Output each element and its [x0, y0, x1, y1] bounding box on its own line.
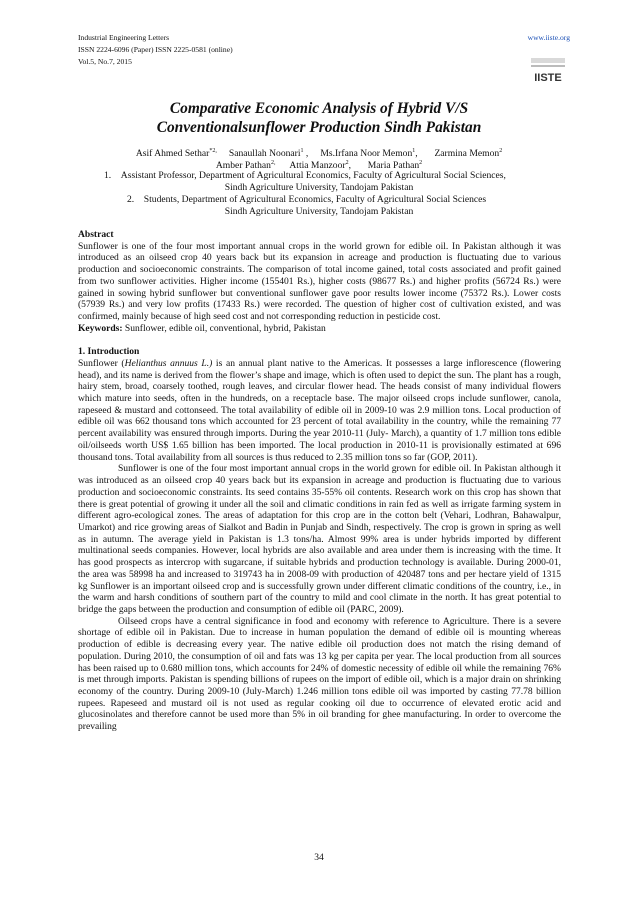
- logo-text: IISTE: [534, 72, 562, 84]
- keywords-text: Sunflower, edible oil, conventional, hybrid, Pakistan: [122, 322, 326, 334]
- journal-url-link[interactable]: www.iiste.org: [527, 33, 570, 42]
- author-sup: 1: [300, 148, 304, 154]
- affiliation-1-line-1: [104, 170, 506, 182]
- main-body: [78, 229, 561, 733]
- journal-volume: Vol.5, No.7, 2015: [78, 57, 132, 66]
- affiliation-number: 1.: [104, 170, 112, 181]
- affiliation-1-line-2: Sindh Agriculture University, Tandojam Pakistan: [224, 182, 414, 193]
- author-sup: 2: [499, 148, 503, 154]
- section-gap: [78, 334, 561, 346]
- abstract-text: Sunflower is one of the four most important annual crops in the world grown for edible oil. In Pakistan although it was introduced as an oilseed crop 40 years back but its expansion in acreage and production is fluctuating due to various production and socioeconomic constraints. The comparison of total income gained, total costs associated and profit gained from two sunflower activities. Higher income (155401 Rs.), higher costs (98677 Rs.) and higher profits (56724 Rs.) were gained in sowing hybrid sunflower but conventional sunflower gave poor results lower income (75372 Rs.). Lower costs (57939 Rs.) and very low profits (17433 Rs.) were recorded. The question of higher cost of cultivation existed, and was confirmed, mainly because of high seed cost and not corresponding reduction in pesticide cost.: [78, 240, 561, 323]
- introduction-paragraph-2: Sunflower is one of the four most important annual crops in the world grown for edible oil. In Pakistan although it was introduced as an oilseed crop 40 years back but its expansion in acreage and production is fluctuating due to various production and socioeconomic constraints. Its seed contains 35-55% oil contents. Research work on this crop has shown that there is great potential of growing it under all the soil and climatic conditions in rain fed as well as irrigate farming system in different agro-ecological zones. The areas of adaptation for this crop are in the cotton belt (Vehari, Lodhran, Bahawalpur, Umarkot) and rice growing areas of Sialkot and Badin in Punjab and Sindh, respectively. The crop is grown in spring as well as in autumn. The average yield in Pakistan is 1.3 tons/ha. Almost 99% area is under hybrids imported by different multinational seeds companies. However, local hybrids are also available and area under them is increasing with the time. It has good prospects as intercrop with sugarcane, if suitable hybrids and production technology is available. During 2000-01, the area was 58998 ha and increased to 319743 ha in 2008-09 with production of 420487 tons and per hectare yield of 1315 kg Sunflower is an important oilseed crop and is successfully grown under different climatic conditions of the country, i.e., in the warm and harsh conditions of southern part of the country to mild and cool climate in the north. It has great potential to bridge the gaps between the production and consumption of edible oil (PARC, 2009).: [78, 463, 561, 615]
- author-sup: 2: [419, 160, 423, 166]
- introduction-paragraph-3: Oilseed crops have a central significance in food and economy with reference to Agriculture. There is a severe shortage of edible oil in Pakistan. Due to increase in human population the demand of edible oil is mounting whereas production of edible is decreasing every year. The native edible oil production does not match the rising demand of population. During 2010, the consumption of oil and fats was 13 kg per capita per year. The local production from all sources has been raised up to 0.680 million tons, which accounts for 24% of domestic necessity of edible oil while the remaining 76% is met through imports. Pakistan is spending billions of rupees on the import of edible oil, which is a major drain on shrinking economy of the country. During 2009-10 (July-March) 1.246 million tons edible oil was imported by casting 77.78 billion rupees. Rapeseed and mustard oil is not used as regular cooking oil due to occurrence of elevated erotic acid and glucosinolates and therefore cannot be used more than 5% in oil branding for ghee manufacturing. In order to overcome the prevailing: [78, 615, 561, 733]
- author-sup: 1: [412, 148, 416, 154]
- author-name: Asif Ahmed Sethar: [135, 148, 210, 160]
- title-line-1: Comparative Economic Analysis of Hybrid V/S: [169, 100, 469, 117]
- page-number: 34: [314, 852, 324, 863]
- keywords-label: Keywords:: [78, 322, 123, 334]
- author-name: Amber Pathan: [215, 160, 271, 172]
- keywords-line: [78, 323, 561, 335]
- title-line-2: Conventionalsunflower Production Sindh Pakistan: [156, 119, 482, 136]
- abstract-heading: Abstract: [78, 229, 114, 240]
- affiliation-text: Assistant Professor, Department of Agricultural Economics, Faculty of Agricultural Social Sciences,: [120, 170, 506, 181]
- paper-title: [60, 99, 578, 137]
- introduction-heading: 1. Introduction: [78, 346, 140, 358]
- author-name: Maria Pathan: [367, 160, 420, 172]
- author-name: Sanaullah Noonari: [228, 148, 301, 160]
- affiliation-number: 2.: [127, 194, 135, 205]
- journal-issn: ISSN 2224-6096 (Paper) ISSN 2225-0581 (online): [78, 45, 233, 54]
- affiliation-text: Students, Department of Agricultural Economics, Faculty of Agricultural Social Sciences: [143, 194, 487, 205]
- author-sup: 2: [345, 160, 349, 166]
- author-name: Attia Manzoor: [289, 160, 346, 172]
- intro-p1-start: Sunflower (: [78, 357, 125, 369]
- authors-line-2: Amber Pathan$^{2,}$ Attia Manzoor$^2$, Maria Pathan$^2$: [215, 160, 423, 172]
- author-sup: 2,: [270, 160, 276, 166]
- affiliation-2-line-1: [127, 194, 486, 206]
- affiliation-2-line-2: Sindh Agriculture University, Tandojam Pakistan: [224, 206, 414, 217]
- authors-line-1: Asif Ahmed Sethar$^{*2,}$ Sanaullah Noonari$^1$ , Ms.Irfana Noor Memon$^1$, Zarmina Memon$^2$: [135, 148, 503, 160]
- author-name: Ms.Irfana Noor Memon: [320, 148, 413, 160]
- author-sup: *2,: [209, 148, 217, 154]
- journal-name: Industrial Engineering Letters: [78, 33, 170, 42]
- iiste-logo: [528, 55, 568, 85]
- author-name: Zarmina Memon: [434, 148, 500, 160]
- introduction-paragraph-1: [78, 358, 561, 463]
- scientific-name: Helianthus annuus L.): [124, 357, 213, 369]
- intro-p1-rest: is an annual plant native to the Americas. It possesses a large inflorescence (flowering head), and its name is derived from the flower’s shape and image, which is often used to depict the sun. The plant has a rough, hairy stem, broad, coarsely toothed, rough leaves, and circular flower head. The heads consist of many individual flowers which mature into seeds, often in the hundreds, on a receptacle base. The major oilseed crops include sunflower, canola, rapeseed & mustard and cottonseed. The total availability of edible oil in 2009-10 was 2.9 million tons. Local production of edible oil was 662 thousand tons which accounted for 23 percent of total availability in the country, while the remaining 77 percent availability was ensured through imports. During the year 2010-11 (July- March), a quantity of 1.7 million tons edible oil/oilseeds worth US$ 1.65 billion has been imported. The local production in 2010-11 is provisionally estimated at 696 thousand tons. Total availability from all sources is thus reduced to 2.35 million tons so far (GOP, 2011).: [78, 357, 561, 463]
